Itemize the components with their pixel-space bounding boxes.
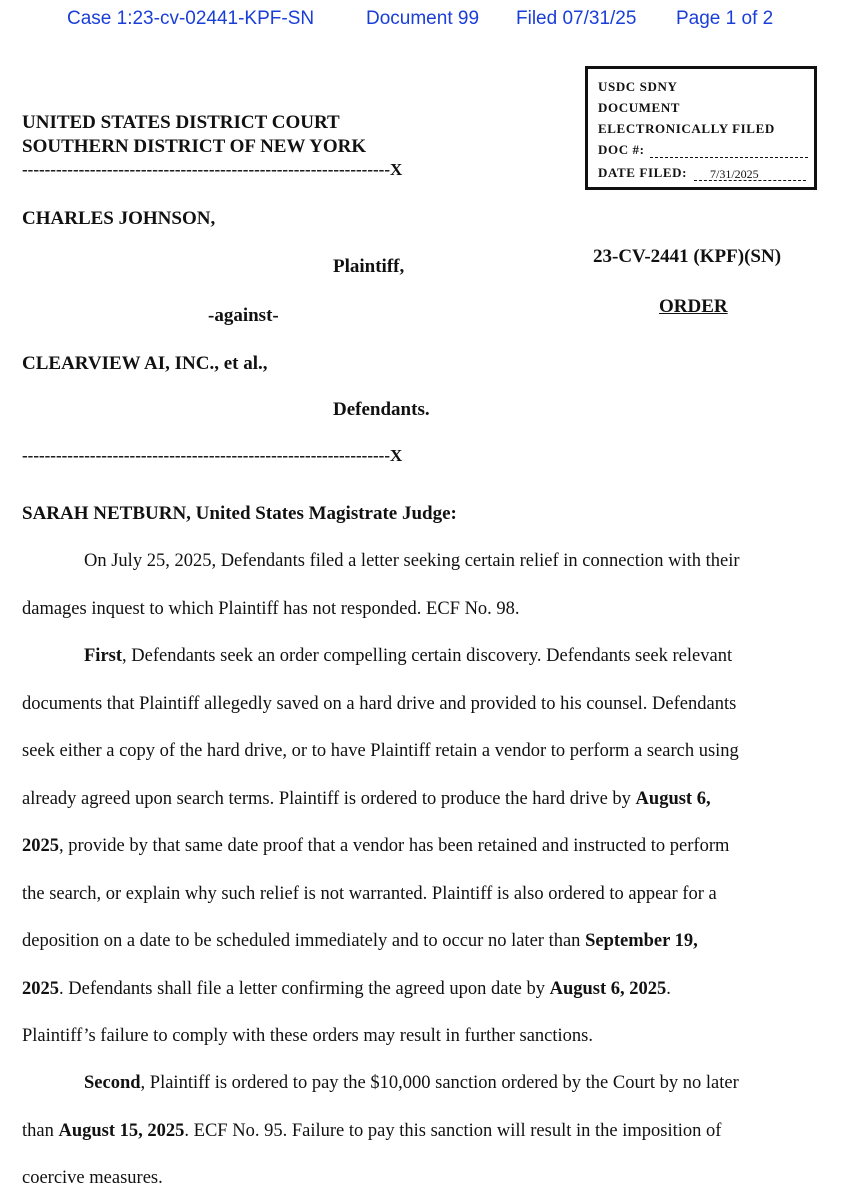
paragraph-line: 2025. Defendants shall file a letter confirming the agreed upon date by August 6, 2025.	[22, 978, 671, 999]
stamp-doc-label: DOC #:	[598, 142, 645, 157]
ecf-header	[0, 6, 853, 34]
paragraph-discovery	[22, 633, 830, 1061]
defendant-name: CLEARVIEW AI, INC., et al.,	[22, 353, 268, 374]
plaintiff-name: CHARLES JOHNSON,	[22, 208, 216, 229]
paragraph-line: than August 15, 2025. ECF No. 95. Failure to pay this sanction will result in the imposition of	[22, 1120, 722, 1141]
first-lead: First	[84, 646, 123, 666]
stamp-date-label: DATE FILED:	[598, 165, 688, 180]
paragraph-line: coercive measures.	[22, 1168, 163, 1188]
against-label: -against-	[208, 305, 279, 326]
second-lead: Second	[84, 1073, 141, 1093]
document-number-header: Document 99	[366, 8, 480, 29]
stamp-date-value: 7/31/2025	[710, 167, 759, 181]
filed-date-header: Filed 07/31/25	[516, 8, 637, 29]
page-count-header: Page 1 of 2	[676, 8, 774, 29]
caption-divider-bottom: -----------------------------------------------------------------X	[22, 446, 403, 465]
paragraph-line: seek either a copy of the hard drive, or to have Plaintiff retain a vendor to perform a search using	[22, 741, 739, 761]
document-type-title: ORDER	[659, 296, 728, 317]
deadline-date: August 6,	[635, 788, 711, 809]
judge-heading: SARAH NETBURN, United States Magistrate Judge:	[22, 503, 457, 524]
stamp-court: USDC SDNY	[598, 79, 678, 94]
paragraph-line: 2025, provide by that same date proof that a vendor has been retained and instructed to perform	[22, 836, 730, 856]
case-number-header: Case 1:23-cv-02441-KPF-SN	[67, 8, 315, 29]
paragraph-line: Second, Plaintiff is ordered to pay the $10,000 sanction ordered by the Court by no later	[84, 1073, 739, 1093]
defendant-role: Defendants.	[333, 399, 430, 420]
paragraph-line: Plaintiff’s failure to comply with these orders may result in further sanctions.	[22, 1026, 593, 1046]
paragraph-sanction	[22, 1060, 830, 1203]
letter-deadline: August 6, 2025	[549, 978, 667, 999]
court-district: SOUTHERN DISTRICT OF NEW YORK	[22, 136, 367, 157]
plaintiff-role: Plaintiff,	[333, 256, 405, 277]
filing-stamp	[585, 66, 817, 190]
stamp-document: DOCUMENT	[598, 100, 681, 115]
deadline-year: 2025	[22, 836, 59, 856]
case-number: 23-CV-2441 (KPF)(SN)	[593, 246, 782, 267]
sanction-deadline: August 15, 2025	[58, 1120, 185, 1141]
paragraph-line: damages inquest to which Plaintiff has not responded. ECF No. 98.	[22, 598, 520, 619]
deposition-date: September 19,	[585, 931, 698, 951]
deposition-year: 2025	[22, 978, 59, 999]
stamp-efiled: ELECTRONICALLY FILED	[598, 121, 775, 136]
paragraph-line: the search, or explain why such relief is not warranted. Plaintiff is also ordered to appear for a	[22, 883, 717, 904]
court-name: UNITED STATES DISTRICT COURT	[22, 112, 340, 133]
paragraph-line: already agreed upon search terms. Plaintiff is ordered to produce the hard drive by August 6,	[22, 788, 711, 809]
paragraph-line: First, Defendants seek an order compelling certain discovery. Defendants seek relevant	[84, 646, 733, 666]
paragraph-line: documents that Plaintiff allegedly saved on a hard drive and provided to his counsel. Defendants	[22, 693, 737, 714]
paragraph-inquest	[22, 538, 830, 633]
paragraph-line: On July 25, 2025, Defendants filed a letter seeking certain relief in connection with their	[84, 551, 740, 571]
caption-divider-top: -----------------------------------------------------------------X	[22, 160, 403, 179]
stamp-doc-rule	[650, 157, 808, 158]
paragraph-line: deposition on a date to be scheduled immediately and to occur no later than September 19,	[22, 931, 698, 951]
